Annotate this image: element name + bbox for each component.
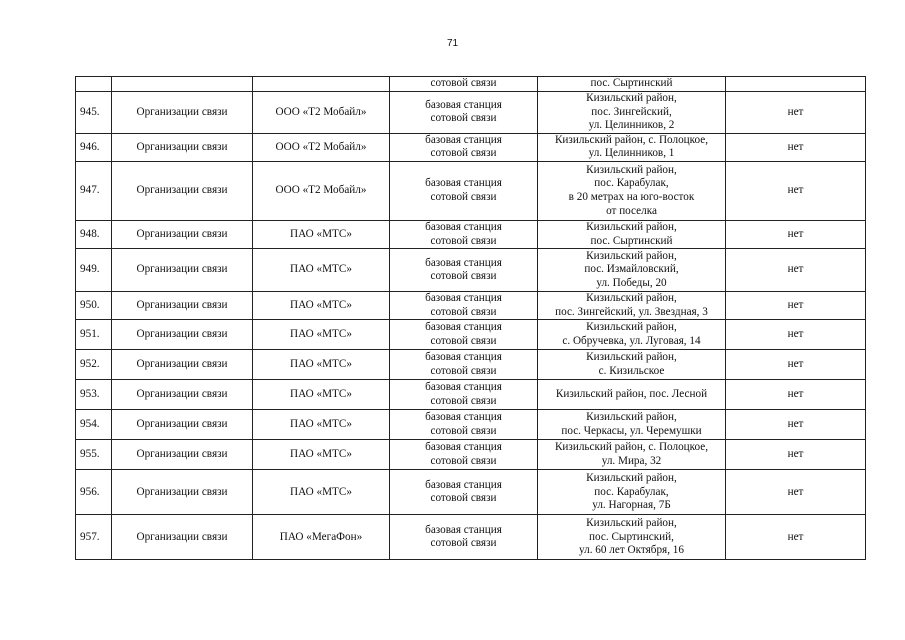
organization-cell: ООО «Т2 Мобайл»: [253, 133, 390, 161]
object-type-cell: базовая станция сотовой связи: [390, 515, 538, 560]
table-row: [76, 350, 866, 380]
table-row: [76, 515, 866, 560]
category-cell: Организации связи: [112, 320, 253, 350]
table-row: [76, 410, 866, 440]
object-type-cell: базовая станция сотовой связи: [390, 470, 538, 515]
category-cell: Организации связи: [112, 220, 253, 248]
row-number-cell: 945.: [76, 92, 112, 134]
address-cell: пос. Сыртинский: [538, 77, 726, 92]
organization-cell: ПАО «МТС»: [253, 320, 390, 350]
object-type-cell: базовая станция сотовой связи: [390, 440, 538, 470]
category-cell: Организации связи: [112, 292, 253, 320]
flag-cell: нет: [726, 410, 866, 440]
flag-cell: нет: [726, 320, 866, 350]
table-row: [76, 161, 866, 220]
category-cell: Организации связи: [112, 470, 253, 515]
row-number-cell: 952.: [76, 350, 112, 380]
table-row: [76, 220, 866, 248]
object-type-cell: сотовой связи: [390, 77, 538, 92]
row-number-cell: 947.: [76, 161, 112, 220]
address-cell: Кизильский район, пос. Лесной: [538, 380, 726, 410]
table-row: [76, 440, 866, 470]
flag-cell: нет: [726, 249, 866, 292]
organization-cell: ПАО «МТС»: [253, 292, 390, 320]
object-type-cell: базовая станция сотовой связи: [390, 350, 538, 380]
table-row: [76, 133, 866, 161]
registry-table: [75, 76, 866, 560]
continuation-row: [76, 77, 866, 92]
organization-cell: ООО «Т2 Мобайл»: [253, 92, 390, 134]
flag-cell: нет: [726, 380, 866, 410]
category-cell: Организации связи: [112, 410, 253, 440]
table-row: [76, 470, 866, 515]
address-cell: Кизильский район, с. Полоцкое, ул. Целинников, 1: [538, 133, 726, 161]
organization-cell: ПАО «МТС»: [253, 220, 390, 248]
row-number-cell: 956.: [76, 470, 112, 515]
organization-cell: ПАО «МТС»: [253, 380, 390, 410]
object-type-cell: базовая станция сотовой связи: [390, 410, 538, 440]
table-row: [76, 249, 866, 292]
organization-cell: ПАО «МТС»: [253, 440, 390, 470]
organization-cell: ПАО «МТС»: [253, 350, 390, 380]
category-cell: [112, 77, 253, 92]
object-type-cell: базовая станция сотовой связи: [390, 320, 538, 350]
address-cell: Кизильский район, пос. Зингейский, ул. Звездная, 3: [538, 292, 726, 320]
row-number-cell: 957.: [76, 515, 112, 560]
flag-cell: [726, 77, 866, 92]
flag-cell: нет: [726, 292, 866, 320]
row-number-cell: 954.: [76, 410, 112, 440]
organization-cell: ПАО «МТС»: [253, 470, 390, 515]
object-type-cell: базовая станция сотовой связи: [390, 161, 538, 220]
row-number-cell: 953.: [76, 380, 112, 410]
flag-cell: нет: [726, 440, 866, 470]
object-type-cell: базовая станция сотовой связи: [390, 380, 538, 410]
address-cell: Кизильский район, с. Полоцкое, ул. Мира, 32: [538, 440, 726, 470]
flag-cell: нет: [726, 133, 866, 161]
category-cell: Организации связи: [112, 515, 253, 560]
table-row: [76, 380, 866, 410]
address-cell: Кизильский район, пос. Измайловский, ул. Победы, 20: [538, 249, 726, 292]
category-cell: Организации связи: [112, 133, 253, 161]
row-number-cell: 951.: [76, 320, 112, 350]
object-type-cell: базовая станция сотовой связи: [390, 92, 538, 134]
address-cell: Кизильский район, пос. Карабулак, в 20 метрах на юго-восток от поселка: [538, 161, 726, 220]
row-number-cell: 949.: [76, 249, 112, 292]
address-cell: Кизильский район, пос. Сыртинский, ул. 60 лет Октября, 16: [538, 515, 726, 560]
flag-cell: нет: [726, 515, 866, 560]
organization-cell: ПАО «МегаФон»: [253, 515, 390, 560]
organization-cell: ПАО «МТС»: [253, 249, 390, 292]
organization-cell: ООО «Т2 Мобайл»: [253, 161, 390, 220]
address-cell: Кизильский район, пос. Сыртинский: [538, 220, 726, 248]
category-cell: Организации связи: [112, 249, 253, 292]
address-cell: Кизильский район, пос. Карабулак, ул. Нагорная, 7Б: [538, 470, 726, 515]
object-type-cell: базовая станция сотовой связи: [390, 133, 538, 161]
row-number-cell: 946.: [76, 133, 112, 161]
flag-cell: нет: [726, 470, 866, 515]
organization-cell: [253, 77, 390, 92]
category-cell: Организации связи: [112, 92, 253, 134]
address-cell: Кизильский район, с. Кизильское: [538, 350, 726, 380]
category-cell: Организации связи: [112, 161, 253, 220]
address-cell: Кизильский район, с. Обручевка, ул. Луговая, 14: [538, 320, 726, 350]
category-cell: Организации связи: [112, 380, 253, 410]
flag-cell: нет: [726, 220, 866, 248]
organization-cell: ПАО «МТС»: [253, 410, 390, 440]
registry-table-body: [76, 77, 866, 560]
row-number-cell: 948.: [76, 220, 112, 248]
table-row: [76, 292, 866, 320]
table-row: [76, 320, 866, 350]
category-cell: Организации связи: [112, 350, 253, 380]
object-type-cell: базовая станция сотовой связи: [390, 249, 538, 292]
row-number-cell: 955.: [76, 440, 112, 470]
table-row: [76, 92, 866, 134]
address-cell: Кизильский район, пос. Зингейский, ул. Целинников, 2: [538, 92, 726, 134]
flag-cell: нет: [726, 161, 866, 220]
row-number-cell: 950.: [76, 292, 112, 320]
flag-cell: нет: [726, 92, 866, 134]
flag-cell: нет: [726, 350, 866, 380]
object-type-cell: базовая станция сотовой связи: [390, 292, 538, 320]
object-type-cell: базовая станция сотовой связи: [390, 220, 538, 248]
address-cell: Кизильский район, пос. Черкасы, ул. Черемушки: [538, 410, 726, 440]
page-number: 71: [446, 38, 459, 49]
row-number-cell: [76, 77, 112, 92]
category-cell: Организации связи: [112, 440, 253, 470]
